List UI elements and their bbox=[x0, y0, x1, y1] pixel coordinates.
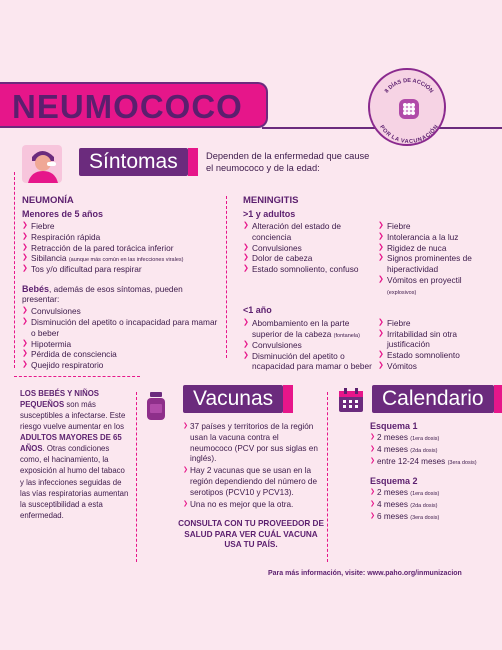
campaign-badge bbox=[368, 68, 446, 146]
symptoms-intro: Dependen de la enfermedad que cause el neumococo y de la edad: bbox=[206, 151, 370, 174]
bebes-intro: Bebés, además de esos síntomas, pueden presentar: bbox=[22, 284, 183, 305]
list-item: ❯ Irritabilidad sin otra justificación bbox=[378, 329, 493, 351]
list-item: ❯ 4 meses (2da dosis) bbox=[370, 445, 498, 456]
dashed-border-left bbox=[14, 172, 15, 368]
list-item: ❯ Disminución del apetito o incapacidad para mamar o beber bbox=[22, 317, 222, 339]
badge-top-text: 8 DÍAS DE ACCIÓN bbox=[383, 77, 435, 95]
dashed-divider-lower-1 bbox=[136, 392, 137, 562]
list-item: ❯ Disminución del apetito o ncapacidad para mamar o beber bbox=[243, 351, 374, 373]
list-item: ❯ Alteración del estado de conciencia bbox=[243, 221, 374, 243]
vaccine-vial-icon bbox=[145, 391, 167, 421]
calendar-icon bbox=[337, 386, 365, 414]
list-item: ❯ Vómitos en proyectil (explosivos) bbox=[378, 275, 493, 297]
meningitis-section bbox=[243, 195, 493, 372]
symptoms-heading: Síntomas bbox=[79, 148, 188, 176]
list-item: ❯ Hay 2 vacunas que se usan en la región dependiendo del número de serotipos (PCV10 y PCV13). bbox=[183, 466, 323, 498]
list-item: ❯ Rigidez de nuca bbox=[378, 243, 493, 254]
list-item: ❯ Sibilancia (aunque más común en las infecciones virales) bbox=[22, 253, 222, 264]
badge-bottom-text: POR LA VACUNACIÓN bbox=[378, 124, 440, 146]
schedule-2-list bbox=[370, 488, 498, 522]
list-item: ❯ Hipotermia bbox=[22, 339, 222, 350]
page-title: NEUMOCOCO bbox=[12, 88, 243, 125]
list-item: ❯ Retracción de la pared torácica inferior bbox=[22, 243, 222, 254]
list-item: ❯ 6 meses (3era dosis) bbox=[370, 512, 498, 523]
list-item: ❯ Respiración rápida bbox=[22, 232, 222, 243]
vaccines-heading: Vacunas bbox=[183, 385, 283, 413]
infant-list-1 bbox=[243, 318, 374, 372]
sick-child-icon bbox=[22, 143, 66, 185]
calendar-heading: Calendario bbox=[372, 385, 494, 413]
dashed-divider-lower-2 bbox=[327, 392, 328, 562]
dashed-border-bottom bbox=[14, 376, 140, 377]
footer-link[interactable]: Para más información, visite: www.paho.org/inmunizacion bbox=[268, 570, 462, 577]
neumonia-section bbox=[22, 195, 222, 371]
neumonia-title: NEUMONÍA bbox=[22, 195, 74, 206]
vaccine-dots-icon bbox=[399, 99, 419, 119]
list-item: ❯ Convulsiones bbox=[243, 243, 374, 254]
schedule-2-title: Esquema 2 bbox=[370, 476, 418, 486]
meningitis-title: MENINGITIS bbox=[243, 195, 299, 206]
list-item: ❯ 4 meses (2da dosis) bbox=[370, 500, 498, 511]
schedule-1-title: Esquema 1 bbox=[370, 421, 418, 431]
list-item: ❯ Tos y/o dificultad para respirar bbox=[22, 264, 222, 275]
adults-list-2 bbox=[378, 221, 493, 297]
schedule-1-list bbox=[370, 433, 498, 467]
list-item: ❯ entre 12-24 meses (3era dosis) bbox=[370, 457, 498, 468]
list-item: ❯ Convulsiones bbox=[22, 306, 222, 317]
list-item: ❯ 2 meses (1era dosis) bbox=[370, 488, 498, 499]
list-item: ❯ Signos prominentes de hiperactividad bbox=[378, 253, 493, 275]
under5-list bbox=[22, 221, 222, 275]
list-item: ❯ Quejido respiratorio bbox=[22, 360, 222, 371]
vaccines-list bbox=[183, 422, 323, 512]
list-item: ❯ Fiebre bbox=[378, 318, 493, 329]
list-item: ❯ Estado somnoliento, confuso bbox=[243, 264, 374, 275]
infant-title: <1 año bbox=[243, 304, 272, 315]
list-item: ❯ Fiebre bbox=[22, 221, 222, 232]
list-item: ❯ Convulsiones bbox=[243, 340, 374, 351]
risk-paragraph: LOS BEBÉS Y NIÑOS PEQUEÑOS son más susceptibles a infectarse. Este riesgo vuelve aumentar en los ADULTOS MAYORES DE 65 AÑOS. Otras condiciones como, el hacinamiento, la exposición al humo del tabaco y las infecciones seguidas de las vías respiratorias aumentan la susceptibilidad a esta enfermedad. bbox=[20, 389, 129, 520]
list-item: ❯ Vómitos bbox=[378, 361, 493, 372]
schedule-1 bbox=[370, 421, 498, 468]
vaccines-cta: CONSULTA CON TU PROVEEDOR DE SALUD PARA VER CUÁL VACUNA USA TU PAÍS. bbox=[178, 519, 324, 550]
adults-list-1 bbox=[243, 221, 374, 297]
svg-text:8 DÍAS DE ACCIÓN bbox=[384, 78, 434, 94]
infant-list-2 bbox=[378, 318, 493, 372]
schedule-2 bbox=[370, 476, 498, 523]
list-item: ❯ Intolerancia a la luz bbox=[378, 232, 493, 243]
bebes-list bbox=[22, 306, 222, 371]
list-item: ❯ Una no es mejor que la otra. bbox=[183, 500, 323, 511]
list-item: ❯ Abombamiento en la parte superior de la cabeza (fontanela) bbox=[243, 318, 374, 340]
adults-title: >1 y adultos bbox=[243, 209, 296, 219]
list-item: ❯ Dolor de cabeza bbox=[243, 253, 374, 264]
list-item: ❯ Estado somnoliento bbox=[378, 350, 493, 361]
svg-text:POR LA VACUNACIÓN bbox=[378, 124, 440, 145]
list-item: ❯ Pérdida de consciencia bbox=[22, 349, 222, 360]
list-item: ❯ 2 meses (1era dosis) bbox=[370, 433, 498, 444]
under5-title: Menores de 5 años bbox=[22, 209, 104, 219]
dashed-divider-middle bbox=[226, 196, 227, 358]
campaign-badge-art bbox=[370, 70, 448, 148]
list-item: ❯ Fiebre bbox=[378, 221, 493, 232]
list-item: ❯ 37 países y territorios de la región usan la vacuna contra el neumococo (PCV por sus siglas en inglés). bbox=[183, 422, 323, 465]
